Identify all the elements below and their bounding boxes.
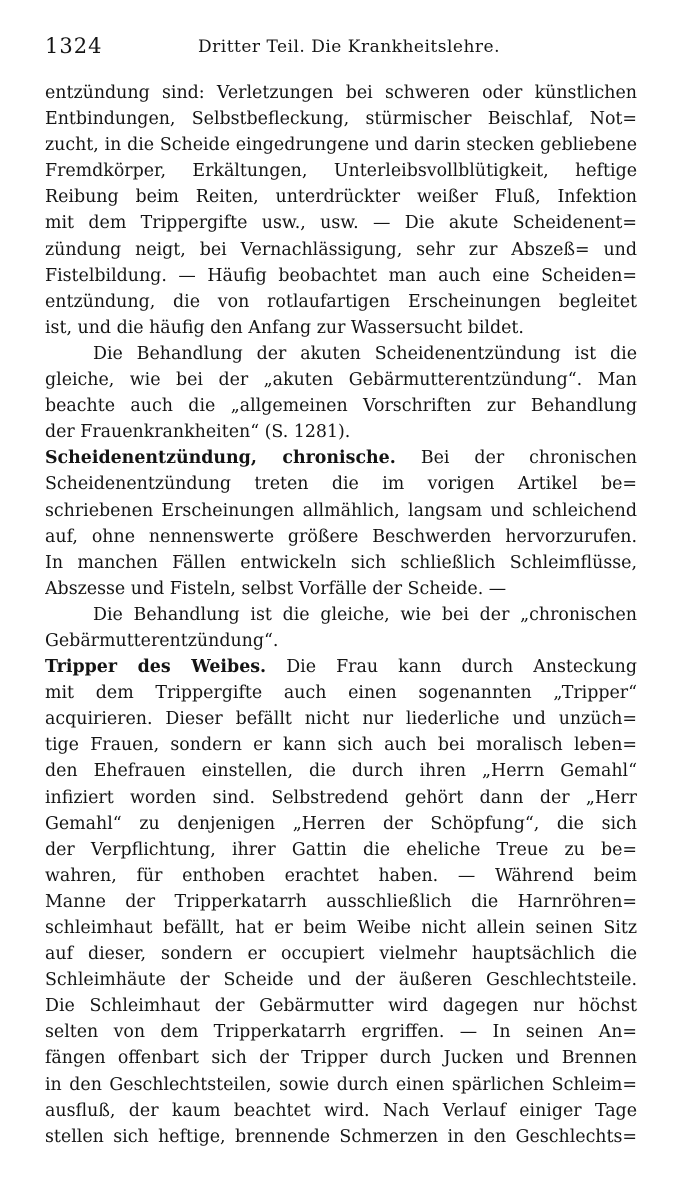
- line-text: acquirieren. Dieser befällt nicht nur liederliche und unzüch=: [45, 709, 637, 730]
- text-line: [45, 785, 637, 811]
- line-text: Gebärmutterentzündung“.: [45, 630, 279, 651]
- line-text: ausfluß, der kaum beachtet wird. Nach Verlauf einiger Tage: [45, 1100, 637, 1121]
- line-text: tige Frauen, sondern er kann sich auch bei moralisch leben=: [45, 735, 637, 756]
- text-line: [45, 1045, 637, 1071]
- line-text: Abszesse und Fisteln, selbst Vorfälle der Scheide. —: [45, 578, 507, 599]
- text-line: [45, 367, 637, 393]
- line-text: Manne der Tripperkatarrh ausschließlich die Harnröhren=: [45, 891, 637, 912]
- line-text: Die Behandlung ist die gleiche, wie bei der „chronischen: [93, 604, 637, 625]
- text-line: [45, 758, 637, 784]
- line-text: beachte auch die „allgemeinen Vorschriften zur Behandlung: [45, 396, 637, 417]
- text-line: [45, 341, 637, 367]
- text-line: [45, 1072, 637, 1098]
- text-line: [45, 941, 637, 967]
- text-line: [45, 1098, 637, 1124]
- line-text: selten von dem Tripperkatarrh ergriffen. — In seinen An=: [45, 1022, 637, 1043]
- section-heading: Scheidenentzündung, chronische.: [45, 448, 396, 469]
- line-text: Entbindungen, Selbstbefleckung, stürmischer Beischlaf, Not=: [45, 109, 637, 130]
- line-text: fängen offenbart sich der Tripper durch Jucken und Brennen: [45, 1048, 637, 1069]
- line-text: ist, und die häufig den Anfang zur Wassersucht bildet.: [45, 317, 524, 338]
- text-line: [45, 628, 637, 654]
- line-text: zucht, in die Scheide eingedrungene und darin stecken gebliebene: [45, 135, 637, 156]
- text-line: [45, 106, 637, 132]
- line-text: wahren, für enthoben erachtet haben. — Während beim: [45, 865, 637, 886]
- line-text: Die Schleimhaut der Gebärmutter wird dagegen nur höchst: [45, 996, 637, 1017]
- text-line: [45, 419, 637, 445]
- text-line: [45, 210, 637, 236]
- line-text: Reibung beim Reiten, unterdrückter weißer Fluß, Infektion: [45, 187, 637, 208]
- line-text: mit dem Trippergifte usw., usw. — Die akute Scheidenent=: [45, 213, 637, 234]
- text-line: [45, 524, 637, 550]
- section-heading: Tripper des Weibes.: [45, 657, 267, 678]
- text-line: [45, 471, 637, 497]
- line-text: der Frauenkrankheiten“ (S. 1281).: [45, 422, 351, 443]
- text-line: [45, 132, 637, 158]
- text-line: [45, 576, 637, 602]
- text-line: [45, 889, 637, 915]
- text-line: [45, 445, 637, 471]
- line-text: Schleimhäute der Scheide und der äußeren Geschlechtsteile.: [45, 970, 637, 991]
- line-text: zündung neigt, bei Vernachlässigung, sehr zur Abszeß= und: [45, 239, 637, 260]
- text-line: [45, 993, 637, 1019]
- text-line: [45, 498, 637, 524]
- line-text: Scheidenentzündung treten die im vorigen Artikel be=: [45, 474, 637, 495]
- text-line: [45, 811, 637, 837]
- line-text: Gemahl“ zu denjenigen „Herren der Schöpfung“, die sich: [45, 813, 637, 834]
- text-line: [45, 915, 637, 941]
- text-line: [45, 602, 637, 628]
- line-text: infiziert worden sind. Selbstredend gehört dann der „Herr: [45, 787, 637, 808]
- line-text: Die Frau kann durch Ansteckung: [286, 657, 637, 678]
- line-text: der Verpflichtung, ihrer Gattin die eheliche Treue zu be=: [45, 839, 637, 860]
- line-text: Fremdkörper, Erkältungen, Unterleibsvollblütigkeit, heftige: [45, 161, 637, 182]
- line-text: In manchen Fällen entwickeln sich schließlich Schleimflüsse,: [45, 552, 637, 573]
- text-line: [45, 967, 637, 993]
- line-text: auf, ohne nennenswerte größere Beschwerden hervorzurufen.: [45, 526, 637, 547]
- text-line: [45, 237, 637, 263]
- text-line: [45, 315, 637, 341]
- line-text: entzündung sind: Verletzungen bei schweren oder künstlichen: [45, 83, 637, 103]
- text-line: [45, 706, 637, 732]
- line-text: gleiche, wie bei der „akuten Gebärmutterentzündung“. Man: [45, 370, 637, 391]
- line-text: Die Behandlung der akuten Scheidenentzündung ist die: [93, 343, 637, 364]
- line-text: in den Geschlechtsteilen, sowie durch einen spärlichen Schleim=: [45, 1074, 637, 1095]
- text-line: [45, 80, 637, 106]
- body-text: [45, 80, 637, 1150]
- line-text: stellen sich heftige, brennende Schmerzen in den Geschlechts=: [45, 1126, 637, 1147]
- running-head: Dritter Teil. Die Krankheitslehre.: [198, 37, 500, 57]
- text-line: [45, 863, 637, 889]
- text-line: [45, 732, 637, 758]
- text-line: [45, 1124, 637, 1150]
- text-line: [45, 393, 637, 419]
- line-text: entzündung, die von rotlaufartigen Erscheinungen begleitet: [45, 291, 637, 312]
- line-text: schriebenen Erscheinungen allmählich, langsam und schleichend: [45, 500, 637, 521]
- line-text: schleimhaut befällt, hat er beim Weibe nicht allein seinen Sitz: [45, 918, 637, 938]
- line-text: mit dem Trippergifte auch einen sogenannten „Tripper“: [45, 683, 637, 704]
- line-text: Fistelbildung. — Häufig beobachtet man auch eine Scheiden=: [45, 265, 637, 286]
- text-line: [45, 550, 637, 576]
- text-line: [45, 837, 637, 863]
- text-line: [45, 158, 637, 184]
- text-line: [45, 680, 637, 706]
- line-text: Bei der chronischen: [420, 448, 637, 469]
- text-line: [45, 263, 637, 289]
- line-text: auf dieser, sondern er occupiert vielmehr hauptsächlich die: [45, 944, 637, 965]
- line-text: den Ehefrauen einstellen, die durch ihren „Herrn Gemahl“: [45, 761, 637, 782]
- text-line: [45, 184, 637, 210]
- page-number: 1324: [45, 34, 103, 58]
- text-line: [45, 1019, 637, 1045]
- text-line: [45, 654, 637, 680]
- text-line: [45, 289, 637, 315]
